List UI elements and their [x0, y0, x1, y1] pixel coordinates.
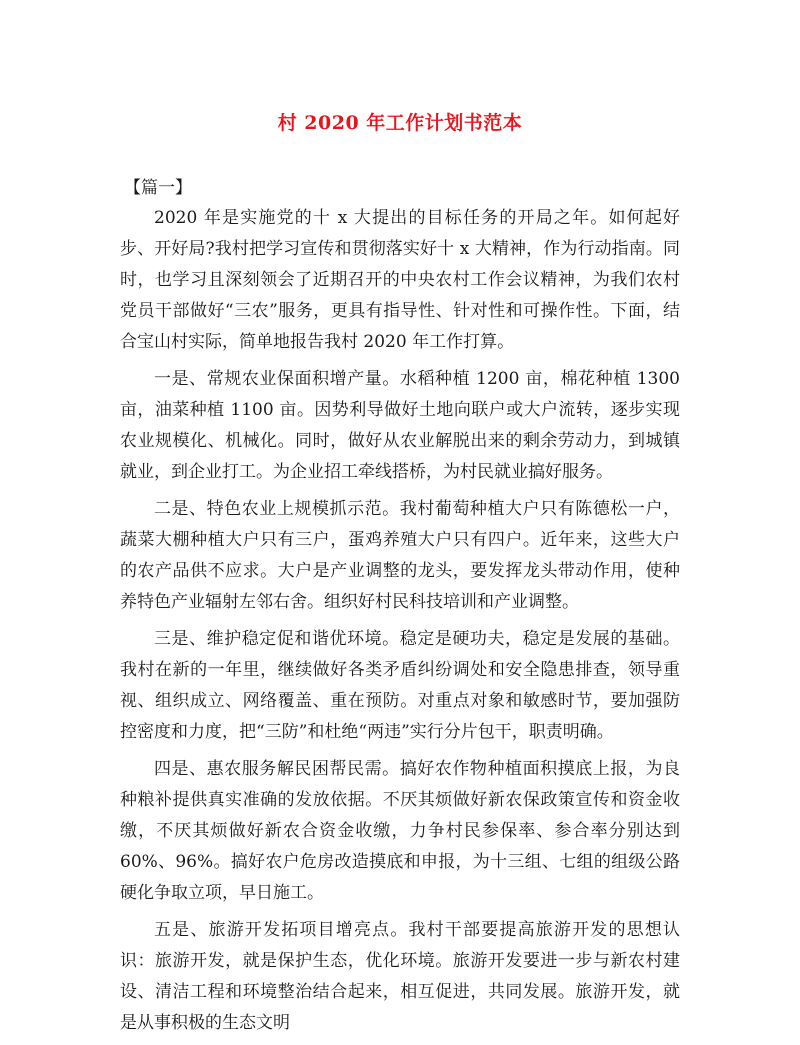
paragraph-item-3: 三是、维护稳定促和谐优环境。稳定是硬功夫，稳定是发展的基础。我村在新的一年里，继续做好各类矛盾纠纷调处和安全隐患排查，领导重视、组织成立、网络覆盖、重在预防。对重点对象和敏感时节，要加强防控密度和力度，把“三防”和杜绝“两违”实行分片包干，职责明确。: [120, 629, 680, 742]
section-label: 【篇一】: [124, 178, 192, 198]
paragraph-item-1: 一是、常规农业保面积增产量。水稻种植 1200 亩，棉花种植 1300 亩，油菜种植 1100 亩。因势利导做好土地向联户或大户流转，逐步实现农业规模化、机械化。同时，做好从农业解脱出来的剩余劳动力，到城镇就业，到企业打工。为企业招工牵线搭桥，为村民就业搞好服务。: [120, 369, 680, 482]
document-body: [120, 203, 680, 1045]
paragraph-item-4: 四是、惠农服务解民困帮民需。搞好农作物种植面积摸底上报，为良种粮补提供真实准确的发放依据。不厌其烦做好新农保政策宣传和资金收缴，不厌其烦做好新农合资金收缴，力争村民参保率、参合率分别达到 60%、96%。搞好农户危房改造摸底和申报，为十三组、七组的组级公路硬化争取立项，早日施工。: [120, 759, 680, 903]
paragraph-intro: 2020 年是实施党的十 x 大提出的目标任务的开局之年。如何起好步、开好局?我村把学习宣传和贯彻落实好十 x 大精神，作为行动指南。同时，也学习且深刻领会了近期召开的中央农村工作会议精神，为我们农村党员干部做好“三农”服务，更具有指导性、针对性和可操作性。下面，结合宝山村实际，简单地报告我村 2020 年工作打算。: [120, 208, 680, 352]
paragraph-item-5: 五是、旅游开发拓项目增亮点。我村干部要提高旅游开发的思想认识：旅游开发，就是保护生态，优化环境。旅游开发要进一步与新农村建设、清洁工程和环境整治结合起来，相互促进，共同发展。旅游开发，就是从事积极的生态文明: [120, 920, 680, 1033]
document-title: 村 2020 年工作计划书范本: [277, 112, 523, 134]
paragraph-item-2: 二是、特色农业上规模抓示范。我村葡萄种植大户只有陈德松一户，蔬菜大棚种植大户只有三户，蛋鸡养殖大户只有四户。近年来，这些大户的农产品供不应求。大户是产业调整的龙头，要发挥龙头带动作用，使种养特色产业辐射左邻右舍。组织好村民科技培训和产业调整。: [120, 499, 680, 612]
